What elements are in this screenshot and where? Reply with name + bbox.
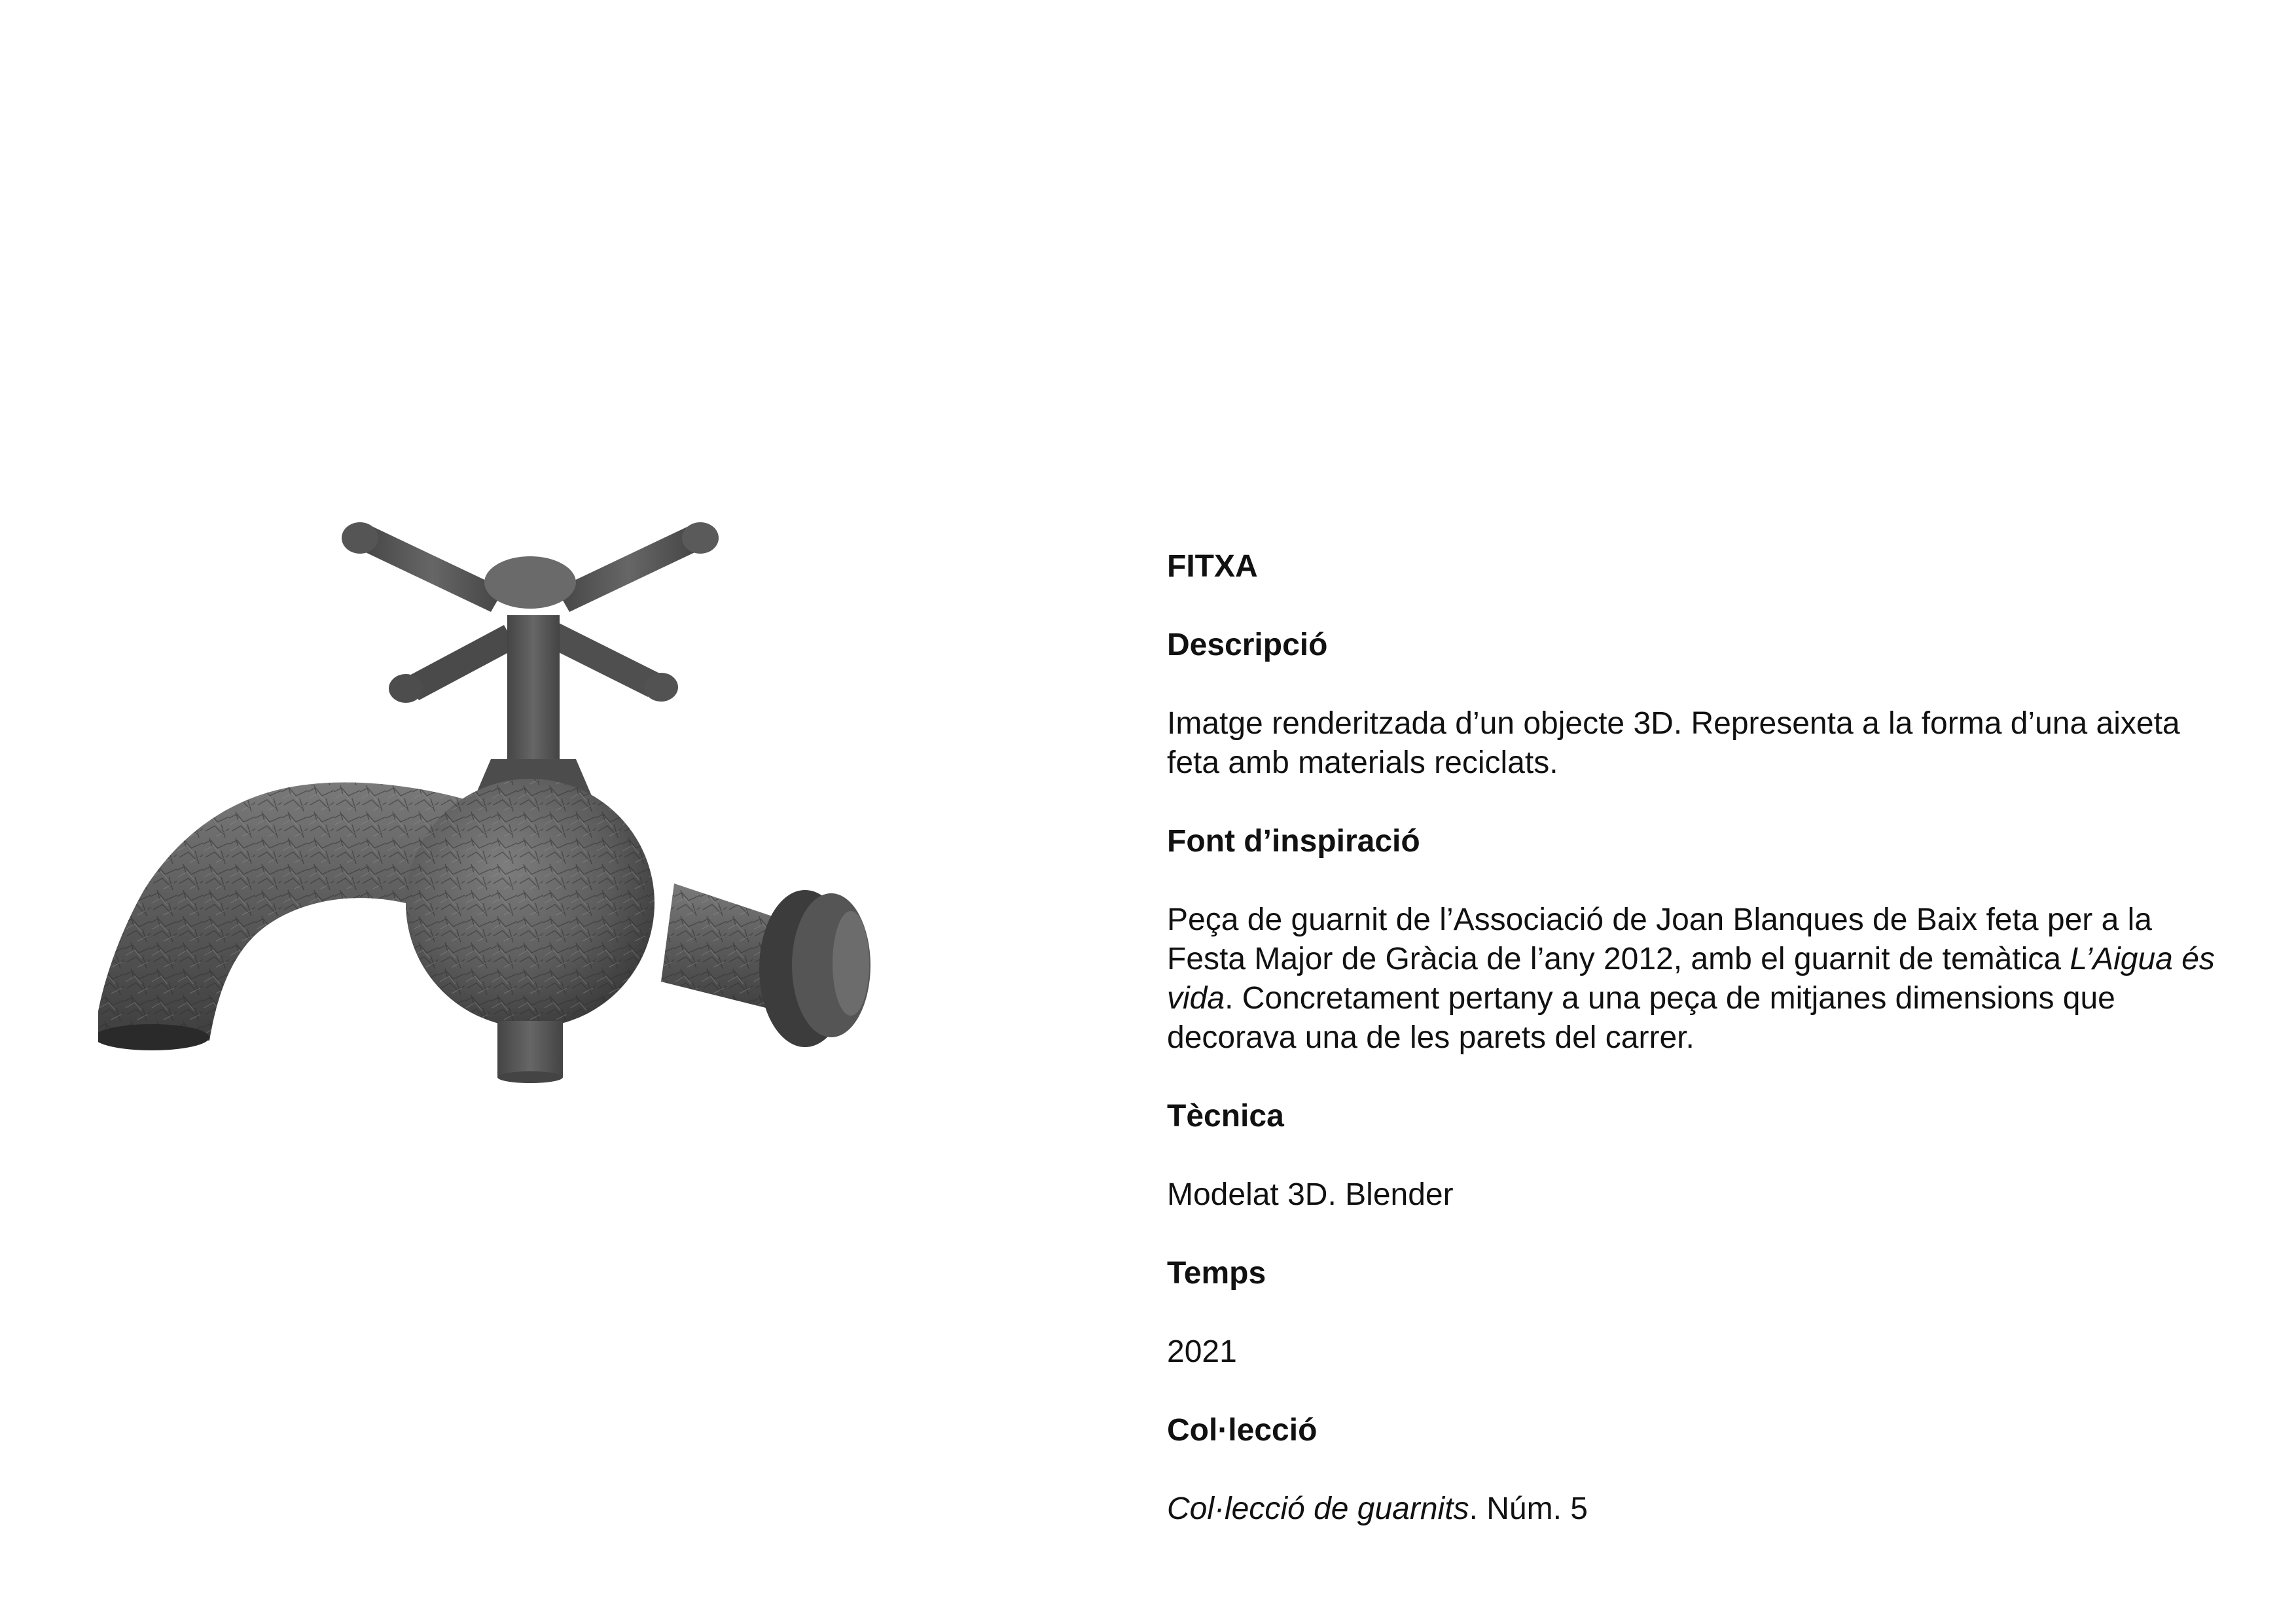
colleccio-heading: Col·lecció — [1167, 1413, 1318, 1448]
colleccio-number: . Núm. 5 — [1469, 1491, 1588, 1526]
font-text-end: . Concretament pertany a una peça de mitjanes dimensions que decorava una de les parets del carrer. — [1167, 981, 2115, 1055]
bottom-outlet — [497, 1021, 563, 1077]
colleccio-text — [1167, 1489, 2227, 1529]
tap-render-image — [98, 497, 1145, 1139]
info-sheet — [1167, 547, 2227, 1568]
colleccio-name: Col·lecció de guarnits — [1167, 1491, 1469, 1526]
descripcio-text: Imatge renderitzada d’un objecte 3D. Representa a la forma d’una aixeta feta amb materials reciclats. — [1167, 706, 2180, 780]
hex-nut — [759, 890, 870, 1047]
font-text-start: Peça de guarnit de l’Associació de Joan Blanques de Baix feta per a la Festa Major de Gràcia de l’any 2012, amb el guarnit de temàtica — [1167, 902, 2152, 976]
font-text — [1167, 901, 2227, 1058]
sheet-title: FITXA — [1167, 549, 1258, 584]
font-text-theme: L’Aigua és vida — [1167, 942, 2215, 1016]
temps-text: 2021 — [1167, 1334, 1237, 1369]
font-heading: Font d’inspiració — [1167, 824, 1420, 859]
spout-opening — [98, 1024, 209, 1050]
tap-stem — [507, 615, 560, 759]
temps-heading: Temps — [1167, 1256, 1266, 1291]
descripcio-heading: Descripció — [1167, 628, 1328, 662]
tecnica-heading: Tècnica — [1167, 1099, 1284, 1133]
tecnica-text: Modelat 3D. Blender — [1167, 1177, 1454, 1212]
